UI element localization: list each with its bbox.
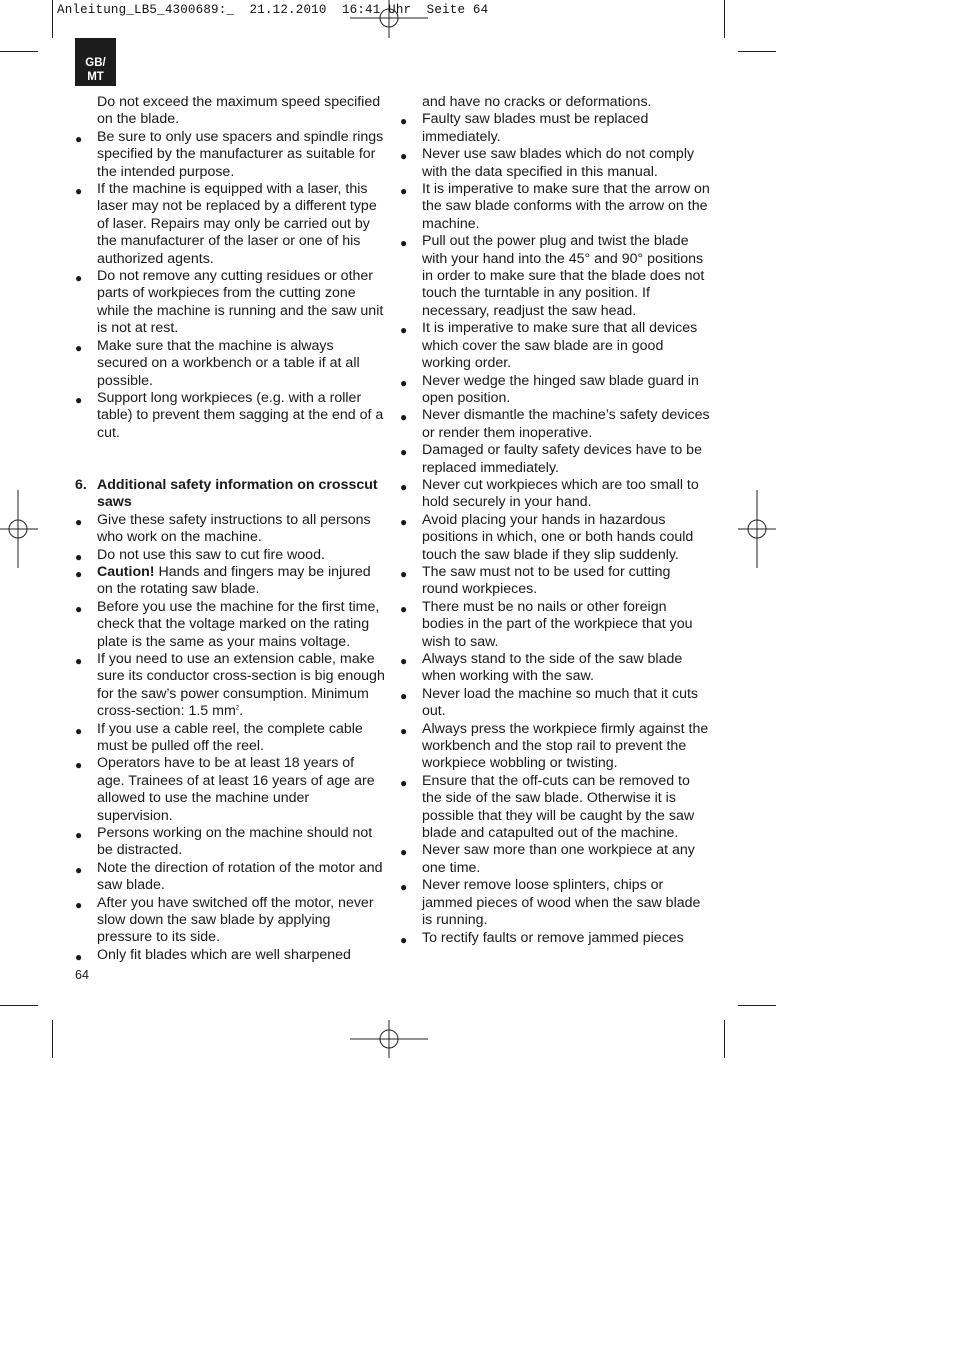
continuation-text: and have no cracks or deformations. bbox=[422, 94, 652, 110]
list-item: ● There must be no nails or other foreign bodies in the part of the workpiece that you wish to saw. bbox=[400, 599, 710, 651]
left-column bbox=[75, 94, 385, 964]
section-heading bbox=[75, 477, 385, 512]
registration-mark-left bbox=[0, 490, 40, 568]
list-item: ● Only fit blades which are well sharpened bbox=[75, 947, 385, 964]
registration-mark-right bbox=[738, 490, 778, 568]
list-item: ● Pull out the power plug and twist the blade with your hand into the 45° and 90° positions in order to make sure that the blade does not touch the turntable in any position. If necessary, readjust the saw head. bbox=[400, 233, 710, 320]
list-item: ● The saw must not to be used for cutting round workpieces. bbox=[400, 564, 710, 599]
bullet-list bbox=[75, 512, 385, 965]
language-badge bbox=[75, 38, 116, 86]
section-number: 6. bbox=[75, 476, 87, 493]
list-item: ● Do not remove any cutting residues or other parts of workpieces from the cutting zone while the machine is running and the saw unit is not at rest. bbox=[75, 268, 385, 338]
list-item: ● Never wedge the hinged saw blade guard in open position. bbox=[400, 373, 710, 408]
crop-mark bbox=[738, 51, 776, 52]
list-item: ● Never dismantle the machine’s safety devices or render them inoperative. bbox=[400, 407, 710, 442]
list-item: ● Operators have to be at least 18 years of age. Trainees of at least 16 years of age are allowed to use the machine under supervision. bbox=[75, 755, 385, 825]
list-item: ● Make sure that the machine is always secured on a workbench or a table if at all possible. bbox=[75, 338, 385, 390]
continuation-text: Do not exceed the maximum speed specified on the blade. bbox=[97, 94, 381, 128]
list-item: ● Faulty saw blades must be replaced immediately. bbox=[400, 111, 710, 146]
list-item: ● Never use saw blades which do not comply with the data specified in this manual. bbox=[400, 146, 710, 181]
list-item: ● Damaged or faulty safety devices have to be replaced immediately. bbox=[400, 442, 710, 477]
right-column bbox=[400, 94, 710, 947]
list-item: ● Do not use this saw to cut fire wood. bbox=[75, 547, 385, 564]
extension-cable-text: If you need to use an extension cable, make sure its conductor cross-section is big enough for the saw’s power consumption. Minimum cross-section: 1.5 mm bbox=[97, 650, 385, 720]
extension-cable-end: . bbox=[239, 703, 244, 720]
list-item: ● Be sure to only use spacers and spindle rings specified by the manufacturer as suitable for the intended purpose. bbox=[75, 129, 385, 181]
list-item: ● Never load the machine so much that it cuts out. bbox=[400, 686, 710, 721]
list-item: ● Persons working on the machine should not be distracted. bbox=[75, 825, 385, 860]
superscript: 2 bbox=[235, 705, 240, 712]
language-badge-line1: GB/ bbox=[85, 57, 106, 69]
crop-mark bbox=[738, 1005, 776, 1006]
list-item: ● Always press the workpiece firmly against the workbench and the stop rail to prevent the workpiece wobbling or twisting. bbox=[400, 721, 710, 773]
list-item: ● Note the direction of rotation of the motor and saw blade. bbox=[75, 860, 385, 895]
list-item: ● If you use a cable reel, the complete cable must be pulled off the reel. bbox=[75, 721, 385, 756]
list-item: ● Never cut workpieces which are too small to hold securely in your hand. bbox=[400, 477, 710, 512]
list-item: ● Never saw more than one workpiece at any one time. bbox=[400, 842, 710, 877]
list-item: ● Before you use the machine for the first time, check that the voltage marked on the rating plate is the same as your mains voltage. bbox=[75, 599, 385, 651]
crop-mark bbox=[724, 0, 725, 38]
bullet-list bbox=[400, 111, 710, 947]
list-item-extension-cable bbox=[75, 651, 385, 721]
crop-mark bbox=[0, 51, 38, 52]
list-item: ● Support long workpieces (e.g. with a roller table) to prevent them sagging at the end of a cut. bbox=[75, 390, 385, 442]
bullet-list bbox=[75, 129, 385, 442]
crop-mark bbox=[52, 0, 53, 38]
list-item: ● Give these safety instructions to all persons who work on the machine. bbox=[75, 512, 385, 547]
list-item: ● Never remove loose splinters, chips or jammed pieces of wood when the saw blade is running. bbox=[400, 877, 710, 929]
crop-mark bbox=[52, 1020, 53, 1058]
list-item: ● It is imperative to make sure that all devices which cover the saw blade are in good working order. bbox=[400, 320, 710, 372]
language-badge-line2: MT bbox=[87, 71, 104, 83]
section-title: Additional safety information on crosscut saws bbox=[97, 476, 378, 511]
list-item: ● Ensure that the off-cuts can be removed to the side of the saw blade. Otherwise it is possible that they will be caught by the saw blade and catapulted out of the machine. bbox=[400, 773, 710, 843]
caution-text: Hands and fingers may be injured on the rotating saw blade. bbox=[97, 563, 371, 598]
crop-mark bbox=[0, 1005, 38, 1006]
list-item: ● Avoid placing your hands in hazardous positions in which, one or both hands could touch the saw blade if they slip suddenly. bbox=[400, 512, 710, 564]
crop-mark bbox=[724, 1020, 725, 1058]
list-item: ● It is imperative to make sure that the arrow on the saw blade conforms with the arrow on the machine. bbox=[400, 181, 710, 233]
list-item-caution bbox=[75, 564, 385, 599]
print-slug: Anleitung_LB5_4300689:_ 21.12.2010 16:41 Uhr Seite 64 bbox=[57, 3, 489, 17]
list-item: ● If the machine is equipped with a laser, this laser may not be replaced by a different type of laser. Repairs may only be carried out by the manufacturer of the laser or one of his authorized agents. bbox=[75, 181, 385, 268]
registration-mark-bottom bbox=[350, 1020, 428, 1060]
list-item: ● To rectify faults or remove jammed pieces bbox=[400, 930, 710, 947]
list-item: ● After you have switched off the motor, never slow down the saw blade by applying pressure to its side. bbox=[75, 895, 385, 947]
caution-label: Caution! bbox=[97, 563, 155, 580]
page-number: 64 bbox=[75, 968, 89, 982]
list-item: ● Always stand to the side of the saw blade when working with the saw. bbox=[400, 651, 710, 686]
